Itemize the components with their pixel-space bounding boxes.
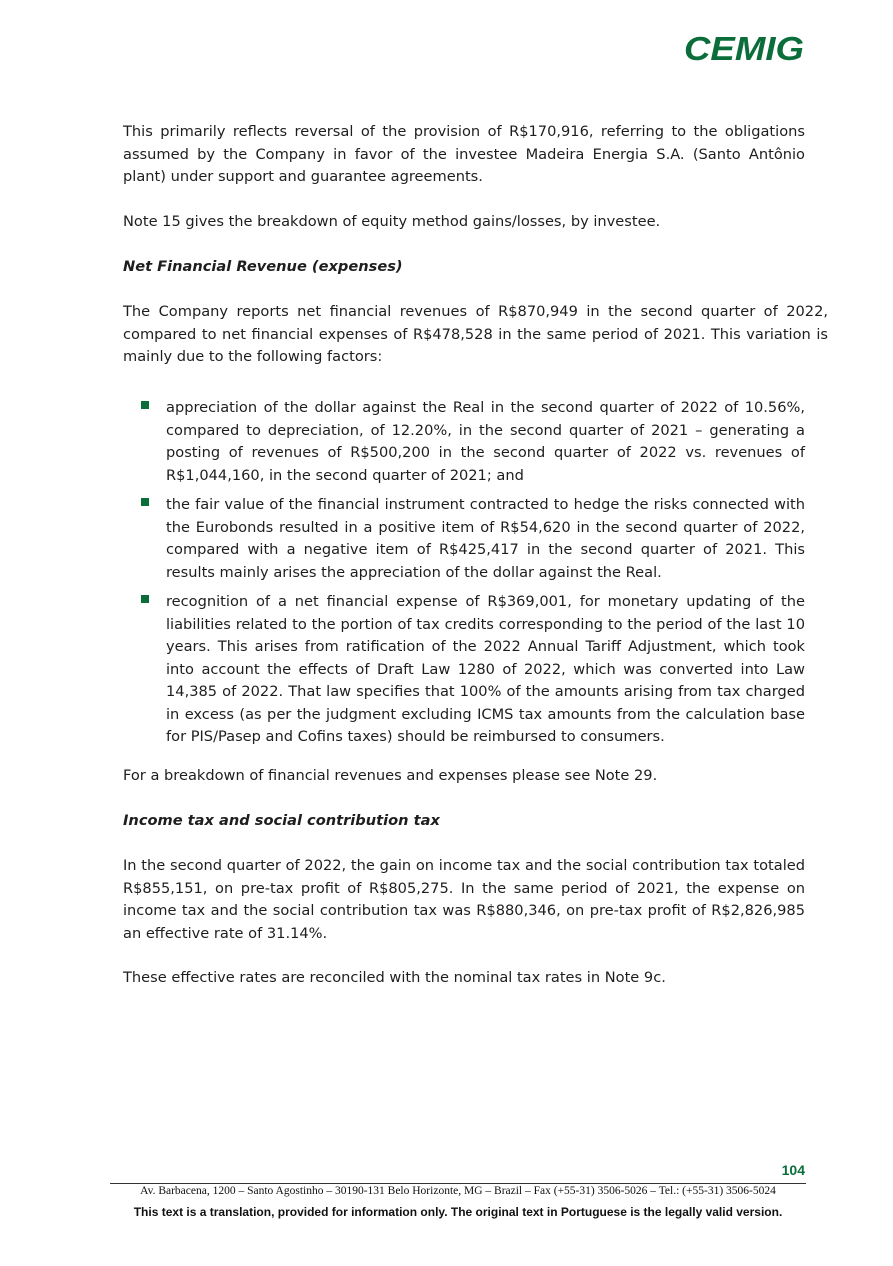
bullet-marker [141, 401, 149, 409]
cemig-logo-text: CEMIG [684, 30, 804, 66]
paragraph-income-tax: In the second quarter of 2022, the gain on income tax and the social contribution tax totaled R$855,151, on pre-tax profit of R$805,275. In the same period of 2021, the expense on income tax and the social contribution tax was R$880,346, on pre-tax profit of R$2,826,985 an effective rate of 31.14%. [123, 857, 805, 942]
paragraph-net-financial-revenues: The Company reports net financial revenues of R$870,949 in the second quarter of 2022, compared to net financial expenses of R$478,528 in the same period of 2021. This variation is mainly due to the following factors: [123, 303, 828, 365]
bullet-marker [141, 595, 149, 603]
bullet-item-eurobonds-hedge: the fair value of the financial instrument contracted to hedge the risks connected with the Eurobonds resulted in a positive item of R$54,620 in the second quarter of 2022, compared with a negative item of R$425,417 in the second quarter of 2021. This results mainly arises the appreciation of the dollar against the Real. [166, 496, 805, 581]
bullet-marker [141, 498, 149, 506]
paragraph-note-29: For a breakdown of financial revenues and expenses please see Note 29. [123, 767, 658, 784]
paragraph-note-15: Note 15 gives the breakdown of equity method gains/losses, by investee. [123, 213, 661, 230]
footer-address: Av. Barbacena, 1200 – Santo Agostinho – 30190-131 Belo Horizonte, MG – Brazil – Fax (+55-31) 3506-5026 – Tel.: (+55-31) 3506-5024 [140, 1185, 776, 1197]
page-number: 104 [781, 1162, 805, 1178]
bullet-item-tax-credits: recognition of a net financial expense of R$369,001, for monetary updating of the liabilities related to the portion of tax credits corresponding to the period of the last 10 years. This arises from ratification of the 2022 Annual Tariff Adjustment, which took into account the effects of Draft Law 1280 of 2022, which was converted into Law 14,385 of 2022. That law specifies that 100% of the amounts arising from tax charged in excess (as per the judgment excluding ICMS tax amounts from the calculation base for PIS/Pasep and Cofins taxes) should be reimbursed to consumers. [166, 593, 805, 745]
footer-translation-note: This text is a translation, provided for information only. The original text in Portuguese is the legally valid version. [133, 1205, 783, 1219]
cemig-logo [684, 30, 806, 66]
footer-divider [110, 1183, 806, 1184]
paragraph-effective-rates: These effective rates are reconciled with the nominal tax rates in Note 9c. [123, 969, 666, 986]
heading-income-tax: Income tax and social contribution tax [123, 812, 440, 829]
paragraph-provision-reversal: This primarily reflects reversal of the provision of R$170,916, referring to the obligations assumed by the Company in favor of the investee Madeira Energia S.A. (Santo Antônio plant) under support and guarantee agreements. [123, 123, 805, 185]
bullet-item-dollar-appreciation: appreciation of the dollar against the Real in the second quarter of 2022 of 10.56%, compared to depreciation, of 12.20%, in the second quarter of 2021 – generating a posting of revenues of R$500,200 in the second quarter of 2022 vs. revenues of R$1,044,160, in the second quarter of 2021; and [166, 399, 805, 484]
heading-net-financial-revenue: Net Financial Revenue (expenses) [123, 258, 403, 275]
